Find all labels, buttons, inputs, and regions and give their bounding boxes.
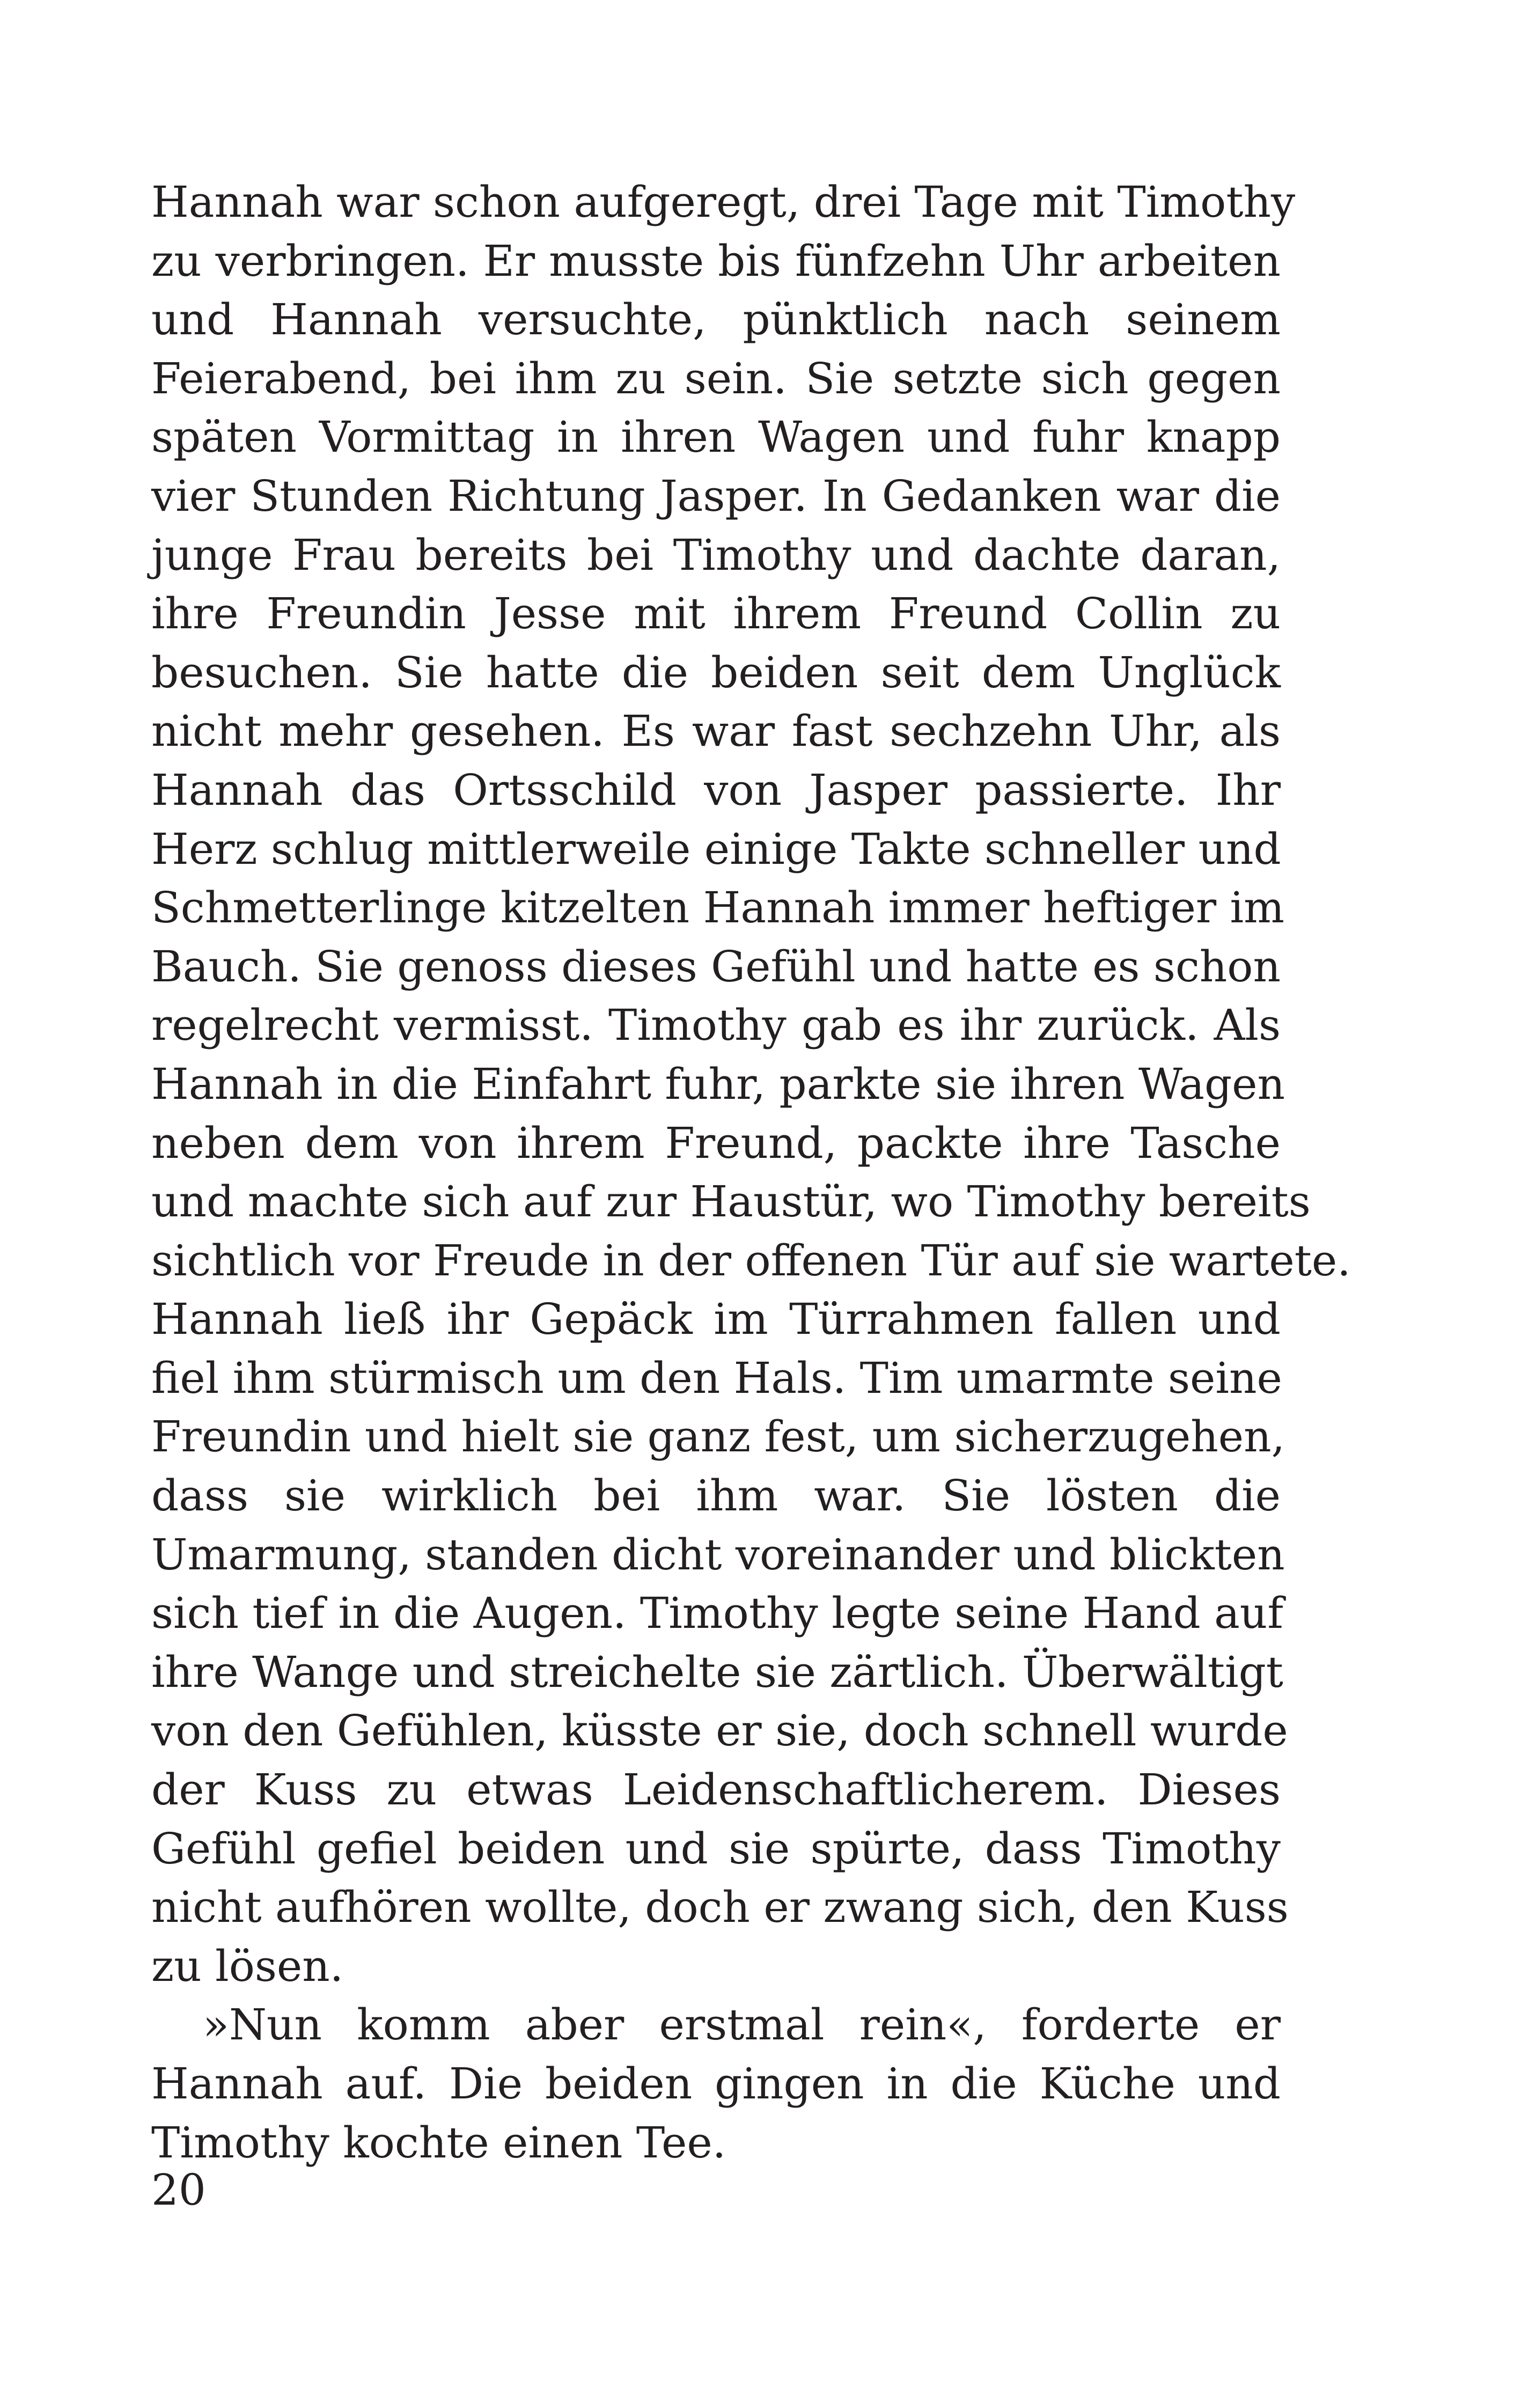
text-line: Gefühl gefiel beiden und sie spürte, dass Timothy <box>151 1823 1281 1874</box>
text-line: von den Gefühlen, küsste er sie, doch schnell wurde <box>151 1706 1288 1756</box>
text-line: Hannah war schon aufgeregt, drei Tage mit Timothy <box>151 177 1296 227</box>
paragraph-1 <box>151 173 1351 1995</box>
text-line: fiel ihm stürmisch um den Hals. Tim umarmte seine <box>151 1353 1282 1403</box>
text-line: und Hannah versuchte, pünktlich nach seinem <box>151 295 1281 345</box>
text-line: Herz schlug mittlerweile einige Takte schneller und <box>151 824 1281 874</box>
text-line: späten Vormittag in ihren Wagen und fuhr knapp <box>151 412 1281 462</box>
text-line: und machte sich auf zur Haustür, wo Timothy bereits <box>151 1177 1311 1227</box>
text-line: Hannah in die Einfahrt fuhr, parkte sie ihren Wagen <box>151 1059 1285 1109</box>
body-text <box>151 173 1351 2172</box>
text-line: junge Frau bereits bei Timothy und dachte daran, <box>151 530 1281 580</box>
text-line: »Nun komm aber erstmal rein«, forderte er <box>203 2000 1281 2050</box>
text-line: Hannah ließ ihr Gepäck im Türrahmen fallen und <box>151 1294 1281 1345</box>
text-line: neben dem von ihrem Freund, packte ihre Tasche <box>151 1118 1281 1168</box>
text-line: nicht aufhören wollte, doch er zwang sich, den Kuss <box>151 1882 1289 1933</box>
text-line: sichtlich vor Freude in der offenen Tür auf sie wartete. <box>151 1235 1351 1286</box>
text-line: zu lösen. <box>151 1941 344 1991</box>
text-line: regelrecht vermisst. Timothy gab es ihr zurück. Als <box>151 1000 1281 1051</box>
text-line: nicht mehr gesehen. Es war fast sechzehn Uhr, als <box>151 706 1281 757</box>
text-line: Umarmung, standen dicht voreinander und blickten <box>151 1529 1285 1580</box>
page-number: 20 <box>151 2165 206 2215</box>
text-line: zu verbringen. Er musste bis fünfzehn Uhr arbeiten <box>151 236 1281 286</box>
text-line: sich tief in die Augen. Timothy legte seine Hand auf <box>151 1588 1283 1639</box>
text-line: Freundin und hielt sie ganz fest, um sicherzugehen, <box>151 1412 1285 1462</box>
text-line: der Kuss zu etwas Leidenschaftlicherem. Dieses <box>151 1765 1281 1815</box>
text-line: Bauch. Sie genoss dieses Gefühl und hatte es schon <box>151 941 1281 992</box>
paragraph-2 <box>151 1995 1281 2172</box>
text-line: vier Stunden Richtung Jasper. In Gedanken war die <box>151 471 1281 521</box>
text-line: ihre Wange und streichelte sie zärtlich. Überwältigt <box>151 1647 1283 1697</box>
text-line: Timothy kochte einen Tee. <box>151 2117 726 2168</box>
text-line: Schmetterlinge kitzelten Hannah immer heftiger im <box>151 883 1284 933</box>
text-line: Hannah das Ortsschild von Jasper passierte. Ihr <box>151 765 1281 815</box>
text-line: ihre Freundin Jesse mit ihrem Freund Collin zu <box>151 589 1281 639</box>
text-line: besuchen. Sie hatte die beiden seit dem Unglück <box>151 647 1281 698</box>
text-line: Feierabend, bei ihm zu sein. Sie setzte sich gegen <box>151 353 1281 403</box>
text-line: Hannah auf. Die beiden gingen in die Küche und <box>151 2059 1281 2109</box>
text-line: dass sie wirklich bei ihm war. Sie lösten die <box>151 1471 1281 1521</box>
